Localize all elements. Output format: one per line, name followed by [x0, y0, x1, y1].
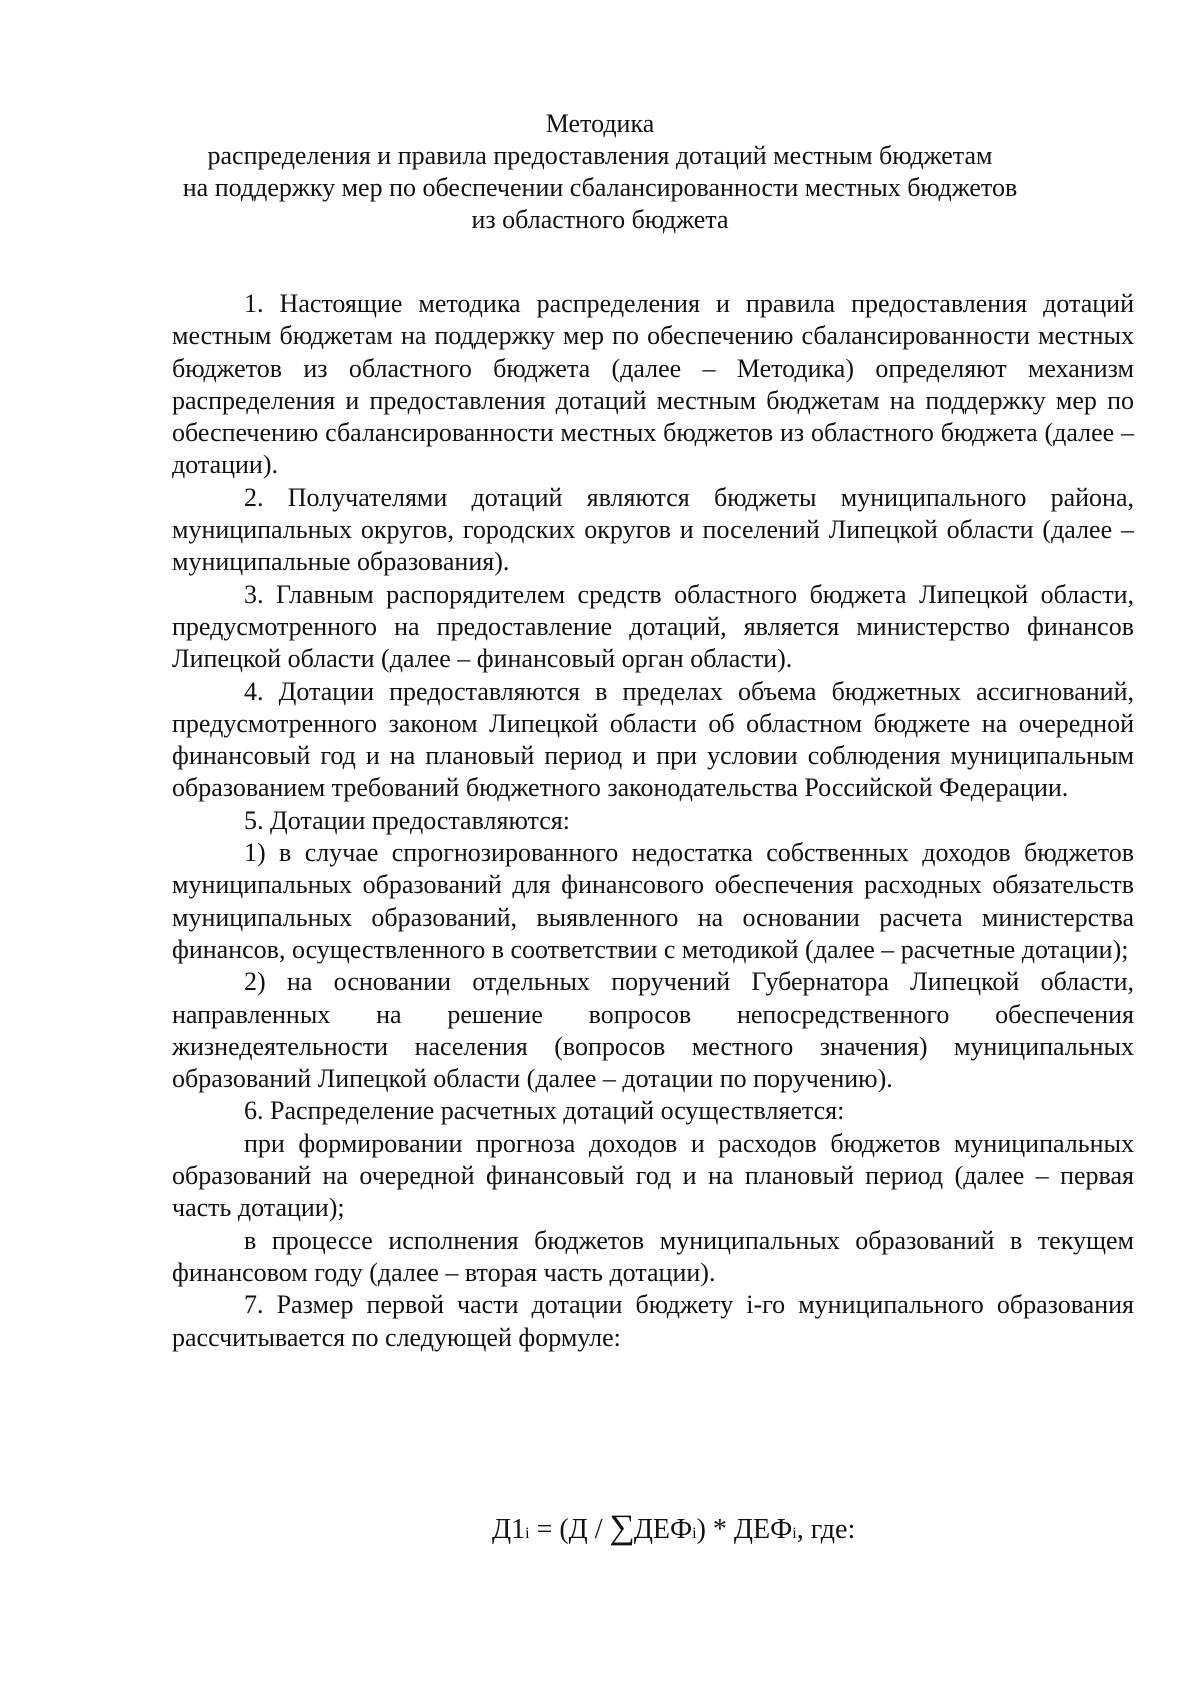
title-line: на поддержку мер по обеспечении сбалансированности местных бюджетов: [182, 173, 1018, 202]
title-line: Методика: [545, 109, 655, 138]
title-line: распределения и правила предоставления дотаций местным бюджетам: [207, 141, 993, 170]
sum-symbol: ∑: [608, 1509, 635, 1546]
formula-mid: ) * ДЕФ: [696, 1514, 793, 1545]
paragraph: 3. Главным распорядителем средств областного бюджета Липецкой области, предусмотренного на предоставление дотаций, является министерство финансов Липецкой области (далее – финансовый орган области).: [172, 579, 1134, 674]
paragraph: 2. Получателями дотаций являются бюджеты муниципального района, муниципальных округов, городских округов и поселений Липецкой области (далее – муниципальные образования).: [172, 482, 1134, 577]
paragraph: 1. Настоящие методика распределения и правила предоставления дотаций местным бюджетам на поддержку мер по обеспечению сбалансированности местных бюджетов из областного бюджета (далее – Методика) определяют механизм распределения и предоставления дотаций местным бюджетам на поддержку мер по обеспечению сбалансированности местных бюджетов из областного бюджета (далее – дотации).: [172, 289, 1134, 480]
formula-rhs-subscript: i: [792, 1525, 797, 1542]
paragraph: 6. Распределение расчетных дотаций осуществляется:: [244, 1096, 845, 1126]
document-body: [172, 288, 1134, 1354]
formula-sum-subscript: i: [692, 1525, 697, 1542]
formula-open: = (Д /: [529, 1514, 610, 1545]
paragraph: 2) на основании отдельных поручений Губернатора Липецкой области, направленных на решение вопросов непосредственного обеспечения жизнедеятельности населения (вопросов местного значения) муниципальных образований Липецкой области (далее – дотации по поручению).: [172, 967, 1134, 1094]
formula-tail: , где:: [796, 1514, 856, 1545]
paragraph: 4. Дотации предоставляются в пределах объема бюджетных ассигнований, предусмотренного законом Липецкой области об областном бюджете на очередной финансовый год и на плановый период и при условии соблюдения муниципальным образованием требований бюджетного законодательства Российской Федерации.: [172, 676, 1134, 803]
title-line: из областного бюджета: [471, 205, 729, 234]
document-title: [0, 108, 1200, 236]
formula-lhs: Д1: [492, 1514, 526, 1545]
formula-lhs-subscript: i: [525, 1525, 530, 1542]
paragraph: 5. Дотации предоставляются:: [244, 805, 570, 835]
formula: [492, 1510, 855, 1560]
formula-sum-term: ДЕФ: [633, 1514, 693, 1545]
paragraph: 1) в случае спрогнозированного недостатка собственных доходов бюджетов муниципальных образований для финансового обеспечения расходных обязательств муниципальных образований, выявленного на основании расчета министерства финансов, осуществленного в соответствии с методикой (далее – расчетные дотации);: [172, 838, 1134, 964]
paragraph: при формировании прогноза доходов и расходов бюджетов муниципальных образований на очередной финансовый год и на плановый период (далее – первая часть дотации);: [172, 1128, 1134, 1223]
paragraph: в процессе исполнения бюджетов муниципальных образований в текущем финансовом году (далее – вторая часть дотации).: [172, 1225, 1134, 1287]
paragraph: 7. Размер первой части дотации бюджету i-го муниципального образования рассчитывается по следующей формуле:: [172, 1290, 1134, 1352]
